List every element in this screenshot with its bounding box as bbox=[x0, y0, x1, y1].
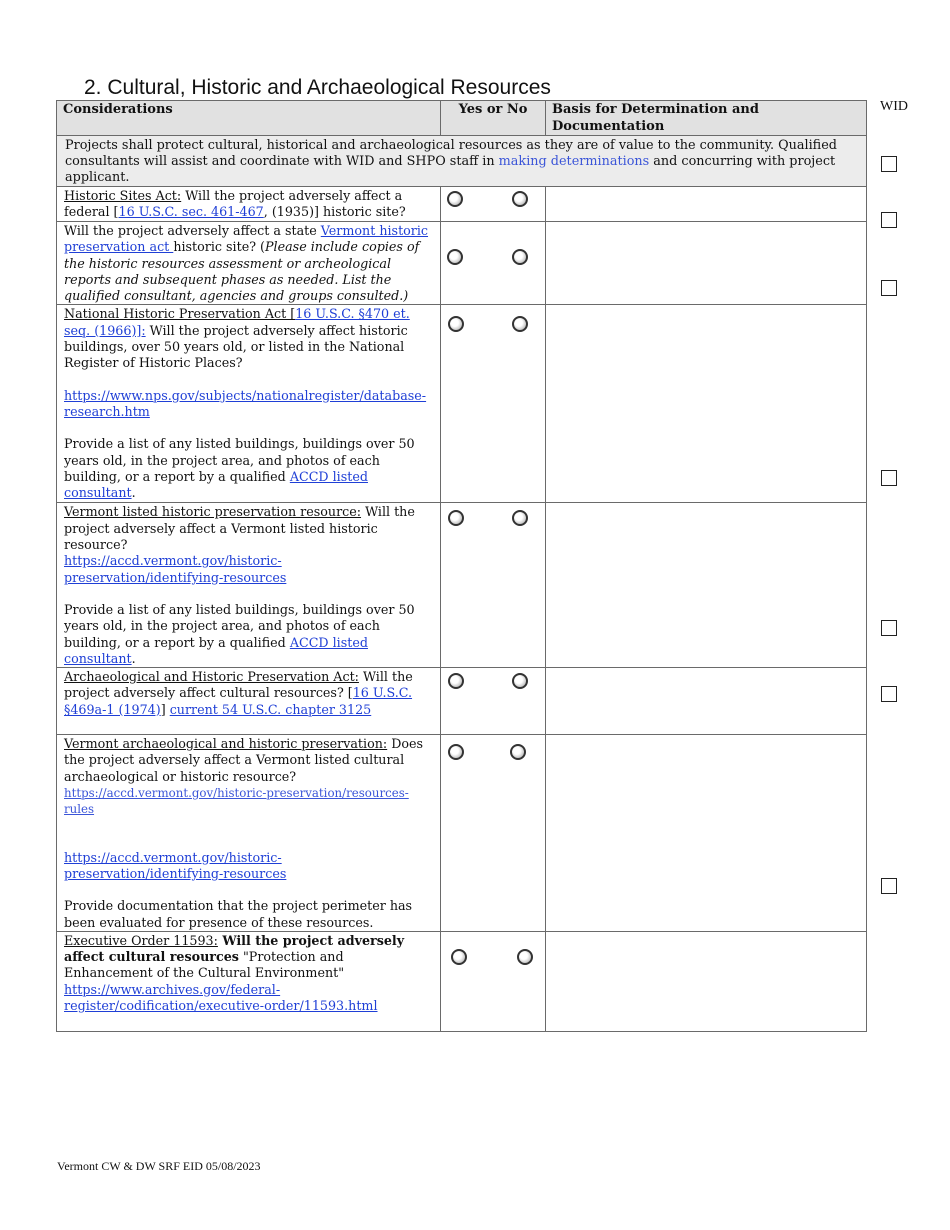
yes-no-cell bbox=[441, 735, 546, 932]
basis-input-cell[interactable] bbox=[546, 222, 867, 305]
resources-table bbox=[56, 100, 867, 1032]
basis-input-cell[interactable] bbox=[546, 503, 867, 668]
yes-radio[interactable] bbox=[451, 949, 467, 965]
yes-no-cell bbox=[441, 305, 546, 503]
header-row bbox=[57, 101, 867, 136]
footer-text: Vermont CW & DW SRF EID 05/08/2023 bbox=[57, 1159, 261, 1173]
yes-no-cell bbox=[441, 668, 546, 735]
section-title: 2. Cultural, Historic and Archaeological Resources bbox=[84, 76, 551, 99]
consideration-ahpa: Archaeological and Historic Preservation Act: Will the project adversely affect cultural resources? [16 U.S.C. §469a-1 (1974)] current 54 U.S.C. chapter 3125 bbox=[57, 668, 441, 735]
yes-no-cell bbox=[441, 187, 546, 222]
no-radio[interactable] bbox=[512, 673, 528, 689]
nps-database-link[interactable]: https://www.nps.gov/subjects/nationalregister/database-research.htm bbox=[64, 387, 427, 419]
basis-input-cell[interactable] bbox=[546, 668, 867, 735]
no-radio[interactable] bbox=[512, 249, 528, 265]
accd-consultant-link[interactable]: ACCD listed consultant bbox=[64, 634, 368, 666]
wid-checkbox[interactable] bbox=[881, 156, 897, 172]
yes-radio[interactable] bbox=[447, 249, 463, 265]
accd-resources-rules-link[interactable]: https://accd.vermont.gov/historic-preservation/resources-rules bbox=[64, 786, 409, 817]
vermont-historic-preservation-act-link[interactable]: Vermont historic preservation act bbox=[64, 223, 429, 255]
wid-checkbox[interactable] bbox=[881, 470, 897, 486]
table-row bbox=[57, 187, 867, 222]
basis-header: Basis for Determination and Documentation bbox=[546, 101, 867, 136]
yes-no-cell bbox=[441, 931, 546, 1031]
yes-no-cell bbox=[441, 222, 546, 305]
accd-consultant-link[interactable]: ACCD listed consultant bbox=[64, 468, 368, 501]
no-radio[interactable] bbox=[512, 316, 528, 332]
making-determinations-link[interactable]: making determinations bbox=[498, 154, 650, 169]
table-row bbox=[57, 931, 867, 1031]
accd-identifying-resources-link[interactable]: https://accd.vermont.gov/historic-preservation/identifying-resources bbox=[64, 849, 287, 881]
accd-identifying-resources-link[interactable]: https://accd.vermont.gov/historic-preservation/identifying-resources bbox=[64, 553, 287, 585]
wid-checkbox[interactable] bbox=[881, 620, 897, 636]
wid-checkbox[interactable] bbox=[881, 686, 897, 702]
wid-checkbox[interactable] bbox=[881, 212, 897, 228]
table-row bbox=[57, 735, 867, 932]
yes-radio[interactable] bbox=[447, 191, 463, 207]
basis-input-cell[interactable] bbox=[546, 735, 867, 932]
basis-input-cell[interactable] bbox=[546, 305, 867, 503]
intro-row bbox=[57, 136, 867, 187]
consideration-nhpa: National Historic Preservation Act [16 U.S.C. §470 et. seq. (1966)]: Will the project adversely affect historic buildings, over 50 years old, or listed in the National Register of Historic Places? https://www.nps.gov/subjects/nationalregister/database-research.htm Provide a list of any listed buildings, buildings over 50 years old, in the project area, and photos of each building, or a report by a qualified ACCD listed consultant. bbox=[57, 305, 441, 503]
usc-469a-link[interactable]: 16 U.S.C. §469a-1 (1974) bbox=[64, 685, 413, 717]
consideration-vermont-historic-act: Will the project adversely affect a state Vermont historic preservation act historic site? (Please include copies of the historic resources assessment or archeological reports and subsequent phases as needed. List the qualified consultant, agencies and groups consulted.) bbox=[57, 222, 441, 305]
wid-column-header: WID bbox=[880, 99, 908, 114]
no-radio[interactable] bbox=[512, 191, 528, 207]
table-row bbox=[57, 222, 867, 305]
no-radio[interactable] bbox=[517, 949, 533, 965]
wid-checkbox[interactable] bbox=[881, 878, 897, 894]
basis-input-cell[interactable] bbox=[546, 931, 867, 1031]
yes-radio[interactable] bbox=[448, 510, 464, 526]
wid-checkbox[interactable] bbox=[881, 280, 897, 296]
yes-no-cell bbox=[441, 503, 546, 668]
usc-461-link[interactable]: 16 U.S.C. sec. 461-467 bbox=[118, 204, 264, 220]
no-radio[interactable] bbox=[510, 744, 526, 760]
considerations-header: Considerations bbox=[57, 101, 441, 136]
consideration-vermont-archaeological: Vermont archaeological and historic preservation: Does the project adversely affect a Vermont listed cultural archaeological or historic resource? https://accd.vermont.gov/historic-preservation/resources-rules https://accd.vermont.gov/historic-preservation/identifying-resources Provide documentation that the project perimeter has been evaluated for presence of these resources. bbox=[57, 735, 441, 932]
consideration-historic-sites-act: Historic Sites Act: Will the project adversely affect a federal [16 U.S.C. sec. 461-467, (1935)] historic site? bbox=[57, 187, 441, 222]
usc-chapter-3125-link[interactable]: current 54 U.S.C. chapter 3125 bbox=[169, 701, 372, 717]
yes-radio[interactable] bbox=[448, 316, 464, 332]
usc-470-link[interactable]: 16 U.S.C. §470 et. seq. (1966)]: bbox=[64, 306, 410, 338]
consideration-executive-order: Executive Order 11593: Will the project adversely affect cultural resources "Protection and Enhancement of the Cultural Environment" https://www.archives.gov/federal-register/codification/executive-order/11593.html bbox=[57, 931, 441, 1031]
yes-radio[interactable] bbox=[448, 744, 464, 760]
table-row bbox=[57, 305, 867, 503]
basis-input-cell[interactable] bbox=[546, 187, 867, 222]
table-row bbox=[57, 503, 867, 668]
no-radio[interactable] bbox=[512, 510, 528, 526]
intro-text: Projects shall protect cultural, historical and archaeological resources as they are of value to the community. Qualified consultants will assist and coordinate with WID and SHPO staff in making determinations and concurring with project applicant. bbox=[57, 136, 867, 187]
executive-order-11593-link[interactable]: https://www.archives.gov/federal-register/codification/executive-order/11593.html bbox=[64, 981, 378, 1014]
consideration-vermont-listed-resource: Vermont listed historic preservation resource: Will the project adversely affect a Vermont listed historic resource? https://accd.vermont.gov/historic-preservation/identifying-resources Provide a list of any listed buildings, buildings over 50 years old, in the project area, and photos of each building, or a report by a qualified ACCD listed consultant. bbox=[57, 503, 441, 668]
yes-no-header: Yes or No bbox=[441, 101, 546, 136]
table-row bbox=[57, 668, 867, 735]
yes-radio[interactable] bbox=[448, 673, 464, 689]
